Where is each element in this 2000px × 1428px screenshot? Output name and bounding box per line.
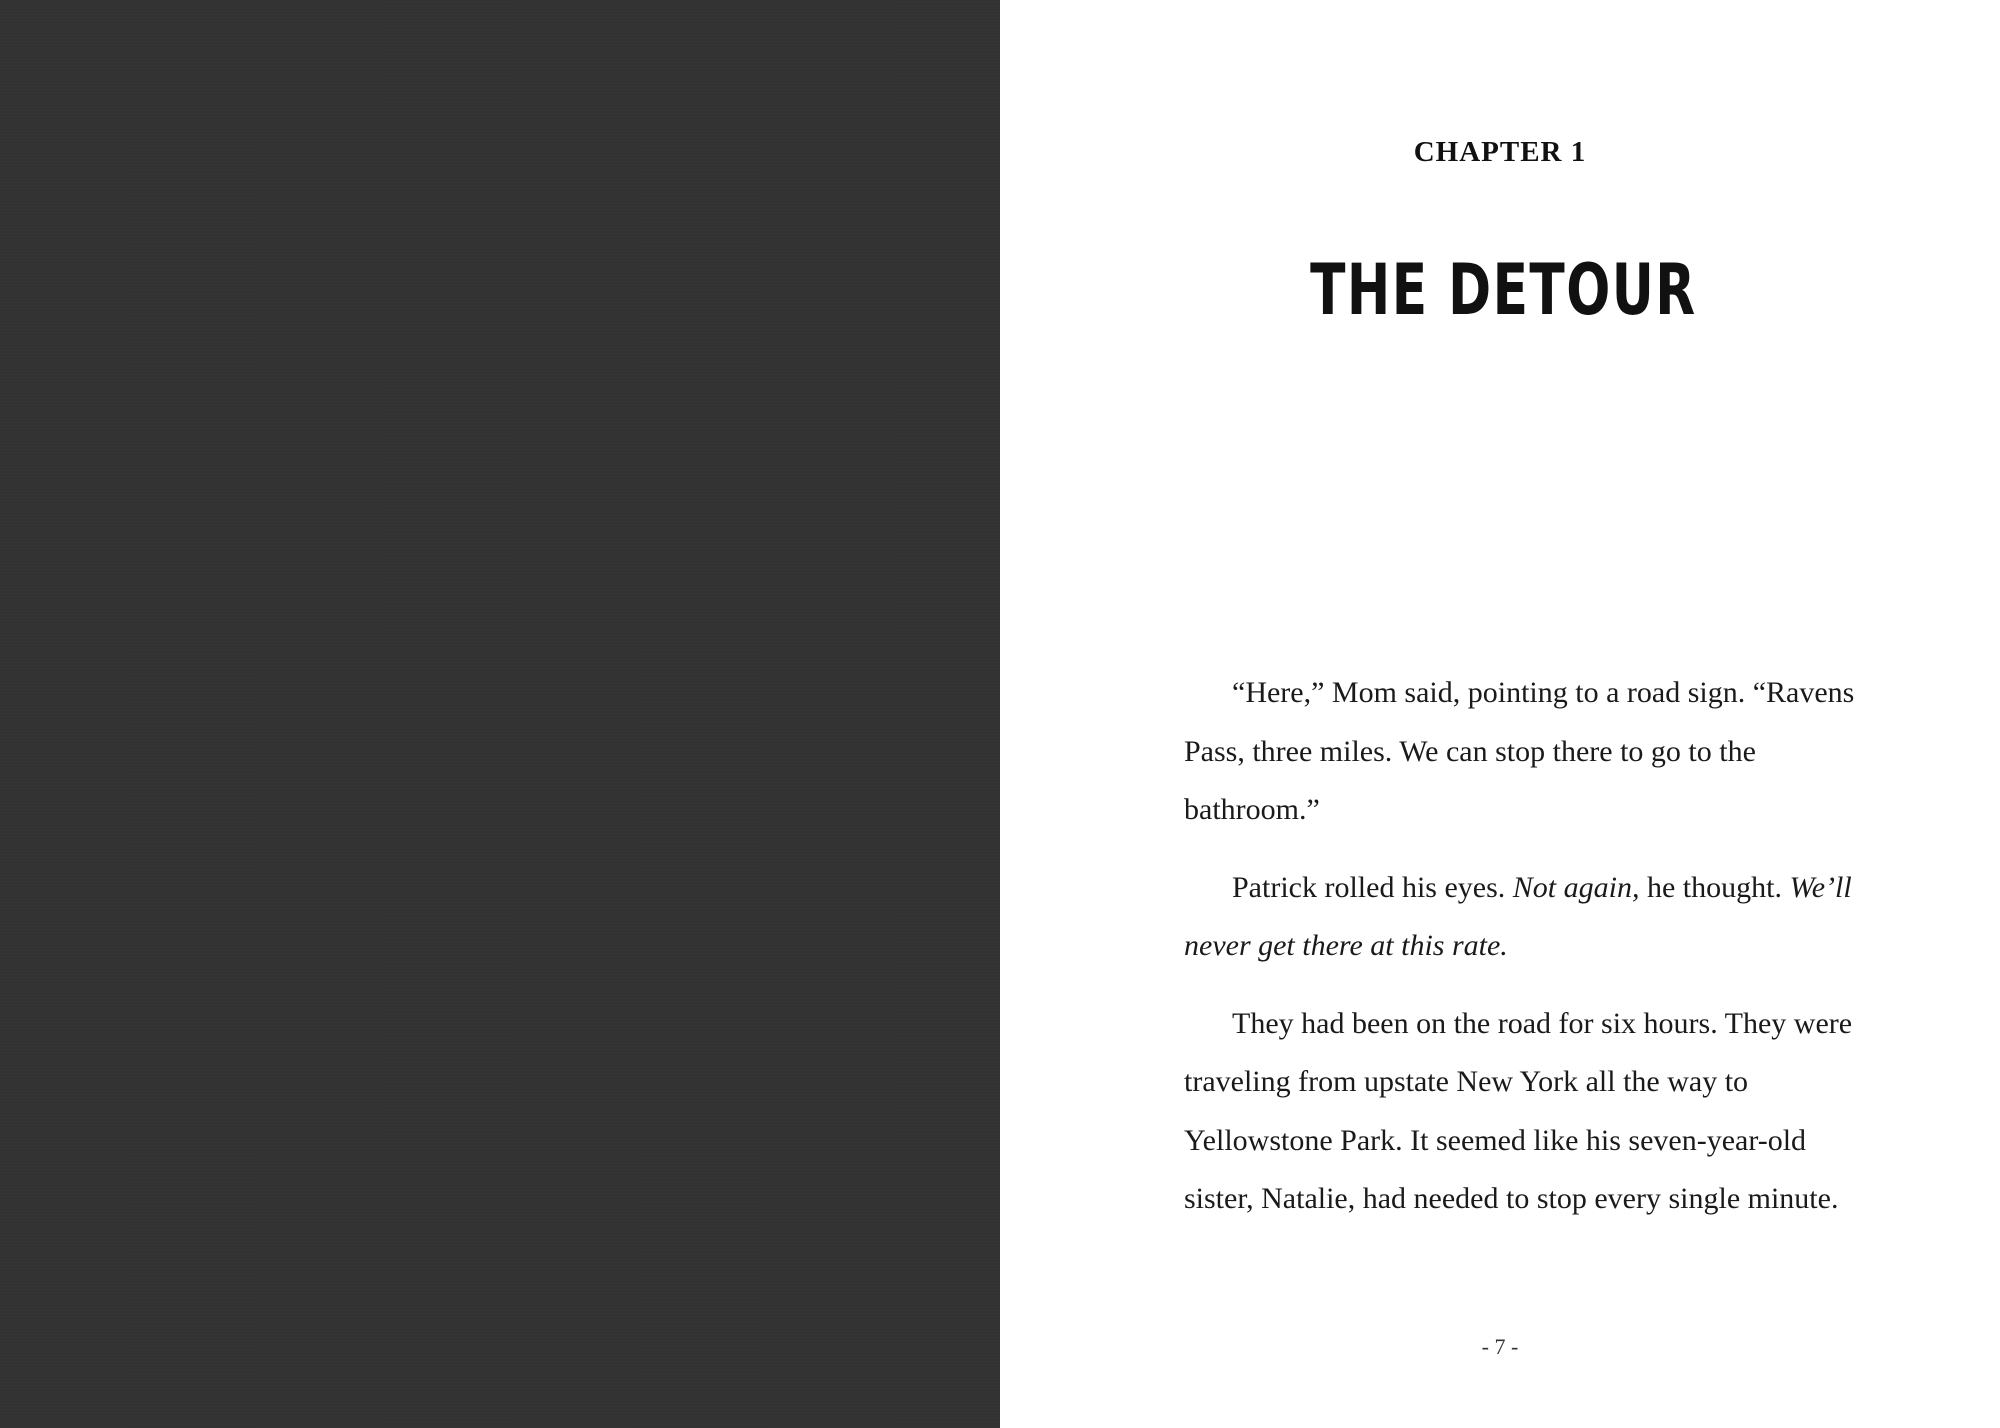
italic-segment: Not again, [1512, 870, 1640, 904]
text-segment: They had been on the road for six hours. They were traveling from upstate New York all the way to Yellowstone Park. It seemed like his seven-year-old sister, Natalie, had needed to stop every single minute. [1184, 1006, 1853, 1215]
right-page [1000, 0, 2000, 1428]
italic-segment: We’ll never get there at this rate. [1184, 870, 1852, 962]
chapter-title: THE DETOUR [1310, 249, 1697, 331]
text-segment: he thought. [1639, 870, 1790, 904]
page-number: - 7 - [1481, 1334, 1519, 1359]
body-text [1184, 664, 1874, 1248]
chapter-label: CHAPTER 1 [1413, 136, 1587, 168]
text-segment: “Here,” Mom said, pointing to a road sign. “Ravens Pass, three miles. We can stop there to go to the bathroom.” [1184, 676, 1855, 826]
text-segment: Patrick rolled his eyes. [1232, 870, 1513, 904]
paragraph [1184, 859, 1874, 976]
paragraph [1184, 664, 1874, 840]
paragraph [1184, 995, 1874, 1229]
